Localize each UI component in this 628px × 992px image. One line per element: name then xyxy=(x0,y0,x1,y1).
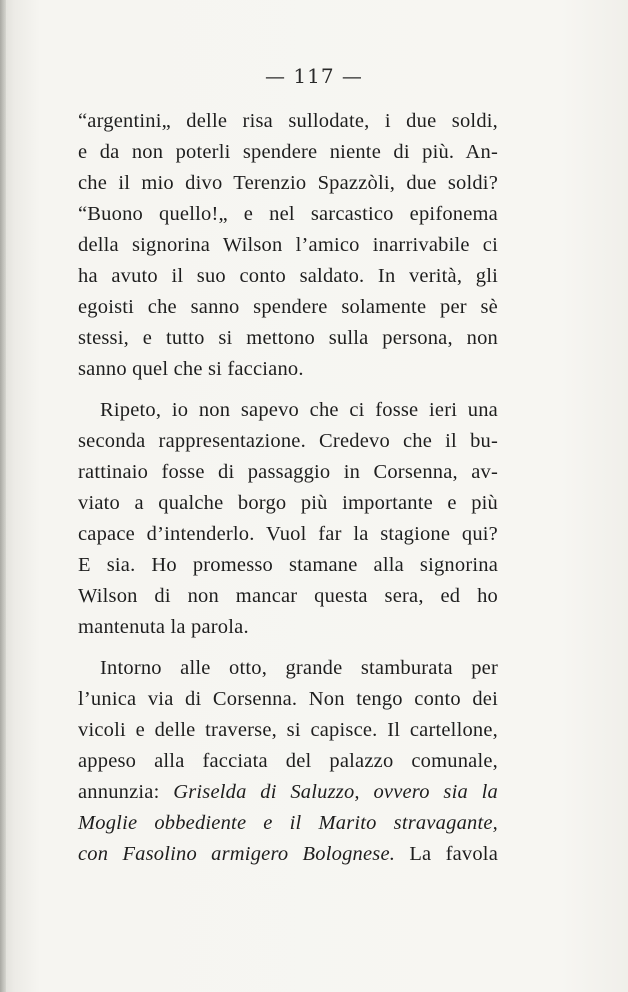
paragraph-1 xyxy=(78,106,498,385)
text-line: mantenuta la parola. xyxy=(78,616,249,638)
text-line: capace d’intenderlo. Vuol far la stagione qui? xyxy=(78,523,498,545)
title-italic: Griselda di Saluzzo, ovvero sia la xyxy=(173,781,498,803)
page-number: — 117 — xyxy=(265,64,363,88)
text-line: Intorno alle otto, grande stamburata per xyxy=(100,657,498,679)
paragraph-gap xyxy=(78,385,498,395)
text-line: stessi, e tutto si mettono sulla persona, non xyxy=(78,327,498,349)
text-line: egoisti che sanno spendere solamente per sè xyxy=(78,296,498,318)
text-line-mixed xyxy=(78,777,498,808)
text-line: che il mio divo Terenzio Spazzòli, due soldi? xyxy=(78,172,498,194)
paragraph-2 xyxy=(78,395,498,643)
text-line: E sia. Ho promesso stamane alla signorina xyxy=(78,554,498,576)
title-italic: con Fasolino armigero Bolognese. xyxy=(78,843,396,865)
text-line: rattinaio fosse di passaggio in Corsenna, av- xyxy=(78,461,498,483)
text-roman: La favola xyxy=(395,843,499,865)
text-line: sanno quel che si facciano. xyxy=(78,358,304,380)
body-text xyxy=(78,106,498,870)
text-line: l’unica via di Corsenna. Non tengo conto dei xyxy=(78,688,498,710)
paragraph-gap xyxy=(78,643,498,653)
text-line: “Buono quello!„ e nel sarcastico epifonema xyxy=(78,203,498,225)
text-line: e da non poterli spendere niente di più. An- xyxy=(78,141,498,163)
text-line: appeso alla facciata del palazzo comunale, xyxy=(78,750,498,772)
page-spine-shadow xyxy=(0,0,6,992)
text-line-mixed xyxy=(78,839,498,870)
text-line: viato a qualche borgo più importante e più xyxy=(78,492,498,514)
text-line: della signorina Wilson l’amico inarrivabile ci xyxy=(78,234,498,256)
text-line: “argentini„ delle risa sullodate, i due soldi, xyxy=(78,110,498,132)
text-line: Ripeto, io non sapevo che ci fosse ieri una xyxy=(100,399,498,421)
text-roman: annunzia: xyxy=(78,781,174,803)
text-line: vicoli e delle traverse, si capisce. Il cartellone, xyxy=(78,719,498,741)
paragraph-3 xyxy=(78,653,498,870)
title-italic-line: Moglie obbediente e il Marito stravagante, xyxy=(78,812,498,834)
text-line: ha avuto il suo conto saldato. In verità, gli xyxy=(78,265,498,287)
text-line: Wilson di non mancar questa sera, ed ho xyxy=(78,585,498,607)
text-line: seconda rappresentazione. Credevo che il bu- xyxy=(78,430,498,452)
